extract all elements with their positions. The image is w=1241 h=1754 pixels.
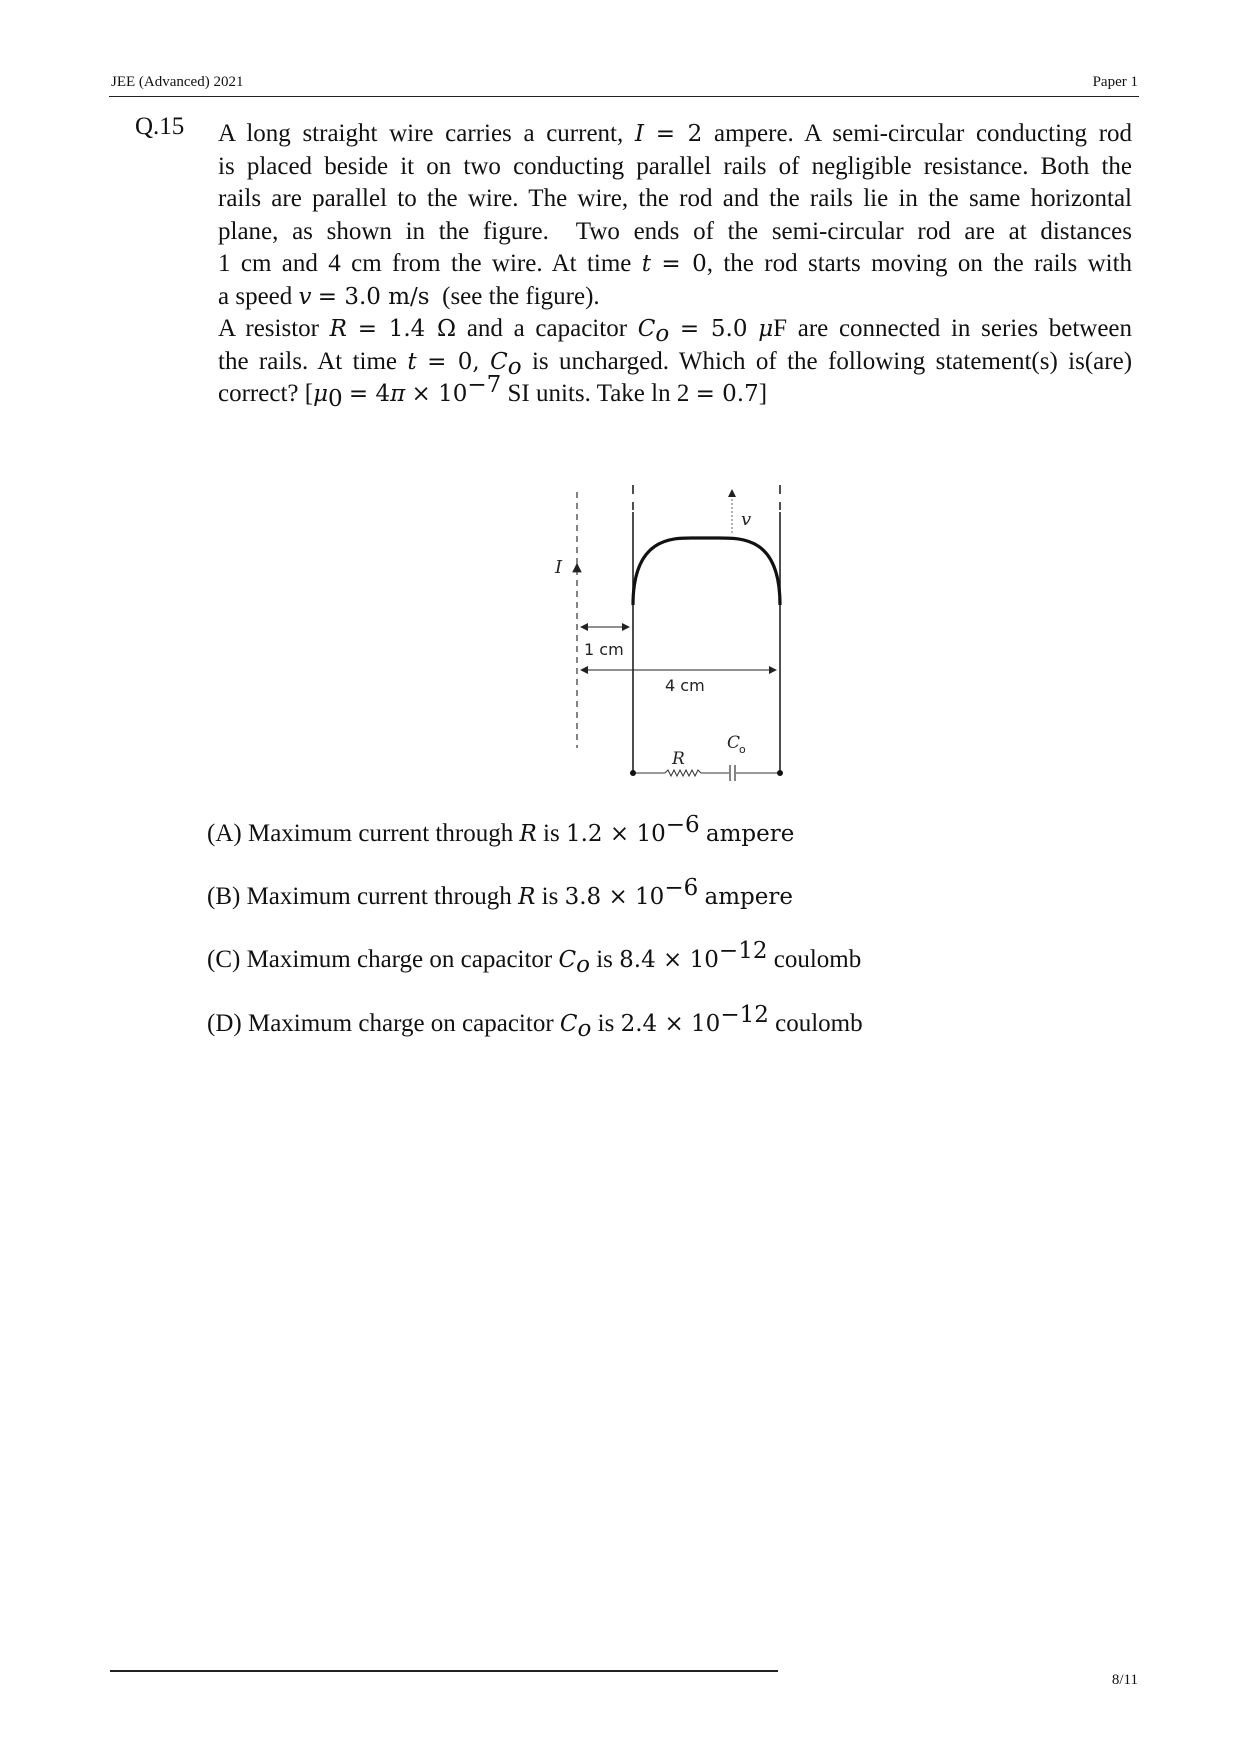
option-a[interactable] — [207, 812, 795, 848]
circuit-figure — [555, 480, 795, 780]
option-b-is: is — [541, 883, 559, 910]
capacitor-label: C — [727, 733, 741, 753]
option-a-label: (A) — [207, 820, 242, 847]
semicircular-rod — [633, 538, 780, 605]
option-c-exp: −12 — [718, 938, 768, 964]
footer-rule — [110, 1670, 778, 1672]
option-d-exp: −12 — [720, 1002, 769, 1028]
option-c-value: 8.4 × 10 — [619, 947, 719, 973]
right-node — [777, 770, 783, 776]
question-number: Q.15 — [135, 113, 185, 140]
option-b-value: 3.8 × 10 — [564, 884, 665, 910]
header-paper: Paper 1 — [1092, 74, 1138, 90]
option-c[interactable] — [207, 938, 862, 978]
option-d-value: 2.4 × 10 — [620, 1011, 721, 1037]
option-c-label: (C) — [207, 946, 241, 973]
option-c-unit: coulomb — [773, 946, 862, 973]
current-label: I — [555, 557, 563, 578]
page-number: 8/11 — [1111, 1672, 1138, 1688]
option-d-label: (D) — [207, 1010, 242, 1037]
option-a-is: is — [543, 820, 560, 847]
dimension-1cm-label: 1 cm — [584, 640, 624, 659]
option-b-exp: −6 — [664, 875, 699, 901]
option-a-unit: ampere — [705, 821, 795, 847]
option-d-symbol: C — [559, 1011, 578, 1037]
left-node — [630, 770, 636, 776]
option-a-text: Maximum current through — [247, 820, 514, 847]
option-a-value: 1.2 × 10 — [565, 821, 666, 847]
header-rule — [109, 96, 1139, 97]
question-text: A long straight wire carries a current, I = 2 ampere. A semi-circular conducting rod is placed beside it on two conducting parallel rails of negligible resistance. Both the rails are parallel to the wire. The wire, the rod and the rails lie in the same horizontal plane, as shown in the figure. Two ends of the semi-circular rod are at distances 1 cm and 4 cm from the wire. At time t = 0, the rod starts moving on the rails with a speed v = 3.0 m/s (see the figure). A resistor R = 1.4 Ω and a capacitor $C_o = 5.0$ μF are connected in series between the rails. At time t = 0, $C_o$ is uncharged. Which of the following statement(s) is(are) correct? [$\mu_0 = 4\pi \times 10^{-7}$ SI units. Take ln 2 = 0.7] — [218, 120, 1133, 412]
capacitor-label-sub: o — [739, 743, 746, 756]
option-d-unit: coulomb — [775, 1010, 863, 1037]
option-c-text: Maximum charge on capacitor — [246, 946, 553, 973]
resistor-label: R — [672, 749, 685, 769]
option-b[interactable] — [207, 875, 793, 911]
option-d-text: Maximum charge on capacitor — [247, 1010, 554, 1037]
option-c-is: is — [596, 946, 613, 973]
option-b-unit: ampere — [704, 884, 793, 910]
option-a-symbol: R — [519, 821, 537, 847]
option-c-symbol-sub: o — [576, 952, 590, 978]
circuit-diagram — [555, 480, 795, 780]
option-b-text: Maximum current through — [246, 883, 512, 910]
option-d-symbol-sub: o — [577, 1016, 592, 1042]
dimension-4cm-label: 4 cm — [665, 676, 705, 695]
resistor — [665, 770, 701, 776]
option-b-label: (B) — [207, 883, 241, 910]
option-d[interactable] — [207, 1002, 863, 1042]
option-c-symbol: C — [558, 947, 577, 973]
option-b-symbol: R — [518, 884, 536, 910]
header-exam-title: JEE (Advanced) 2021 — [111, 74, 244, 90]
option-a-exp: −6 — [665, 812, 700, 838]
option-d-is: is — [597, 1010, 615, 1037]
velocity-label: v — [741, 509, 752, 530]
